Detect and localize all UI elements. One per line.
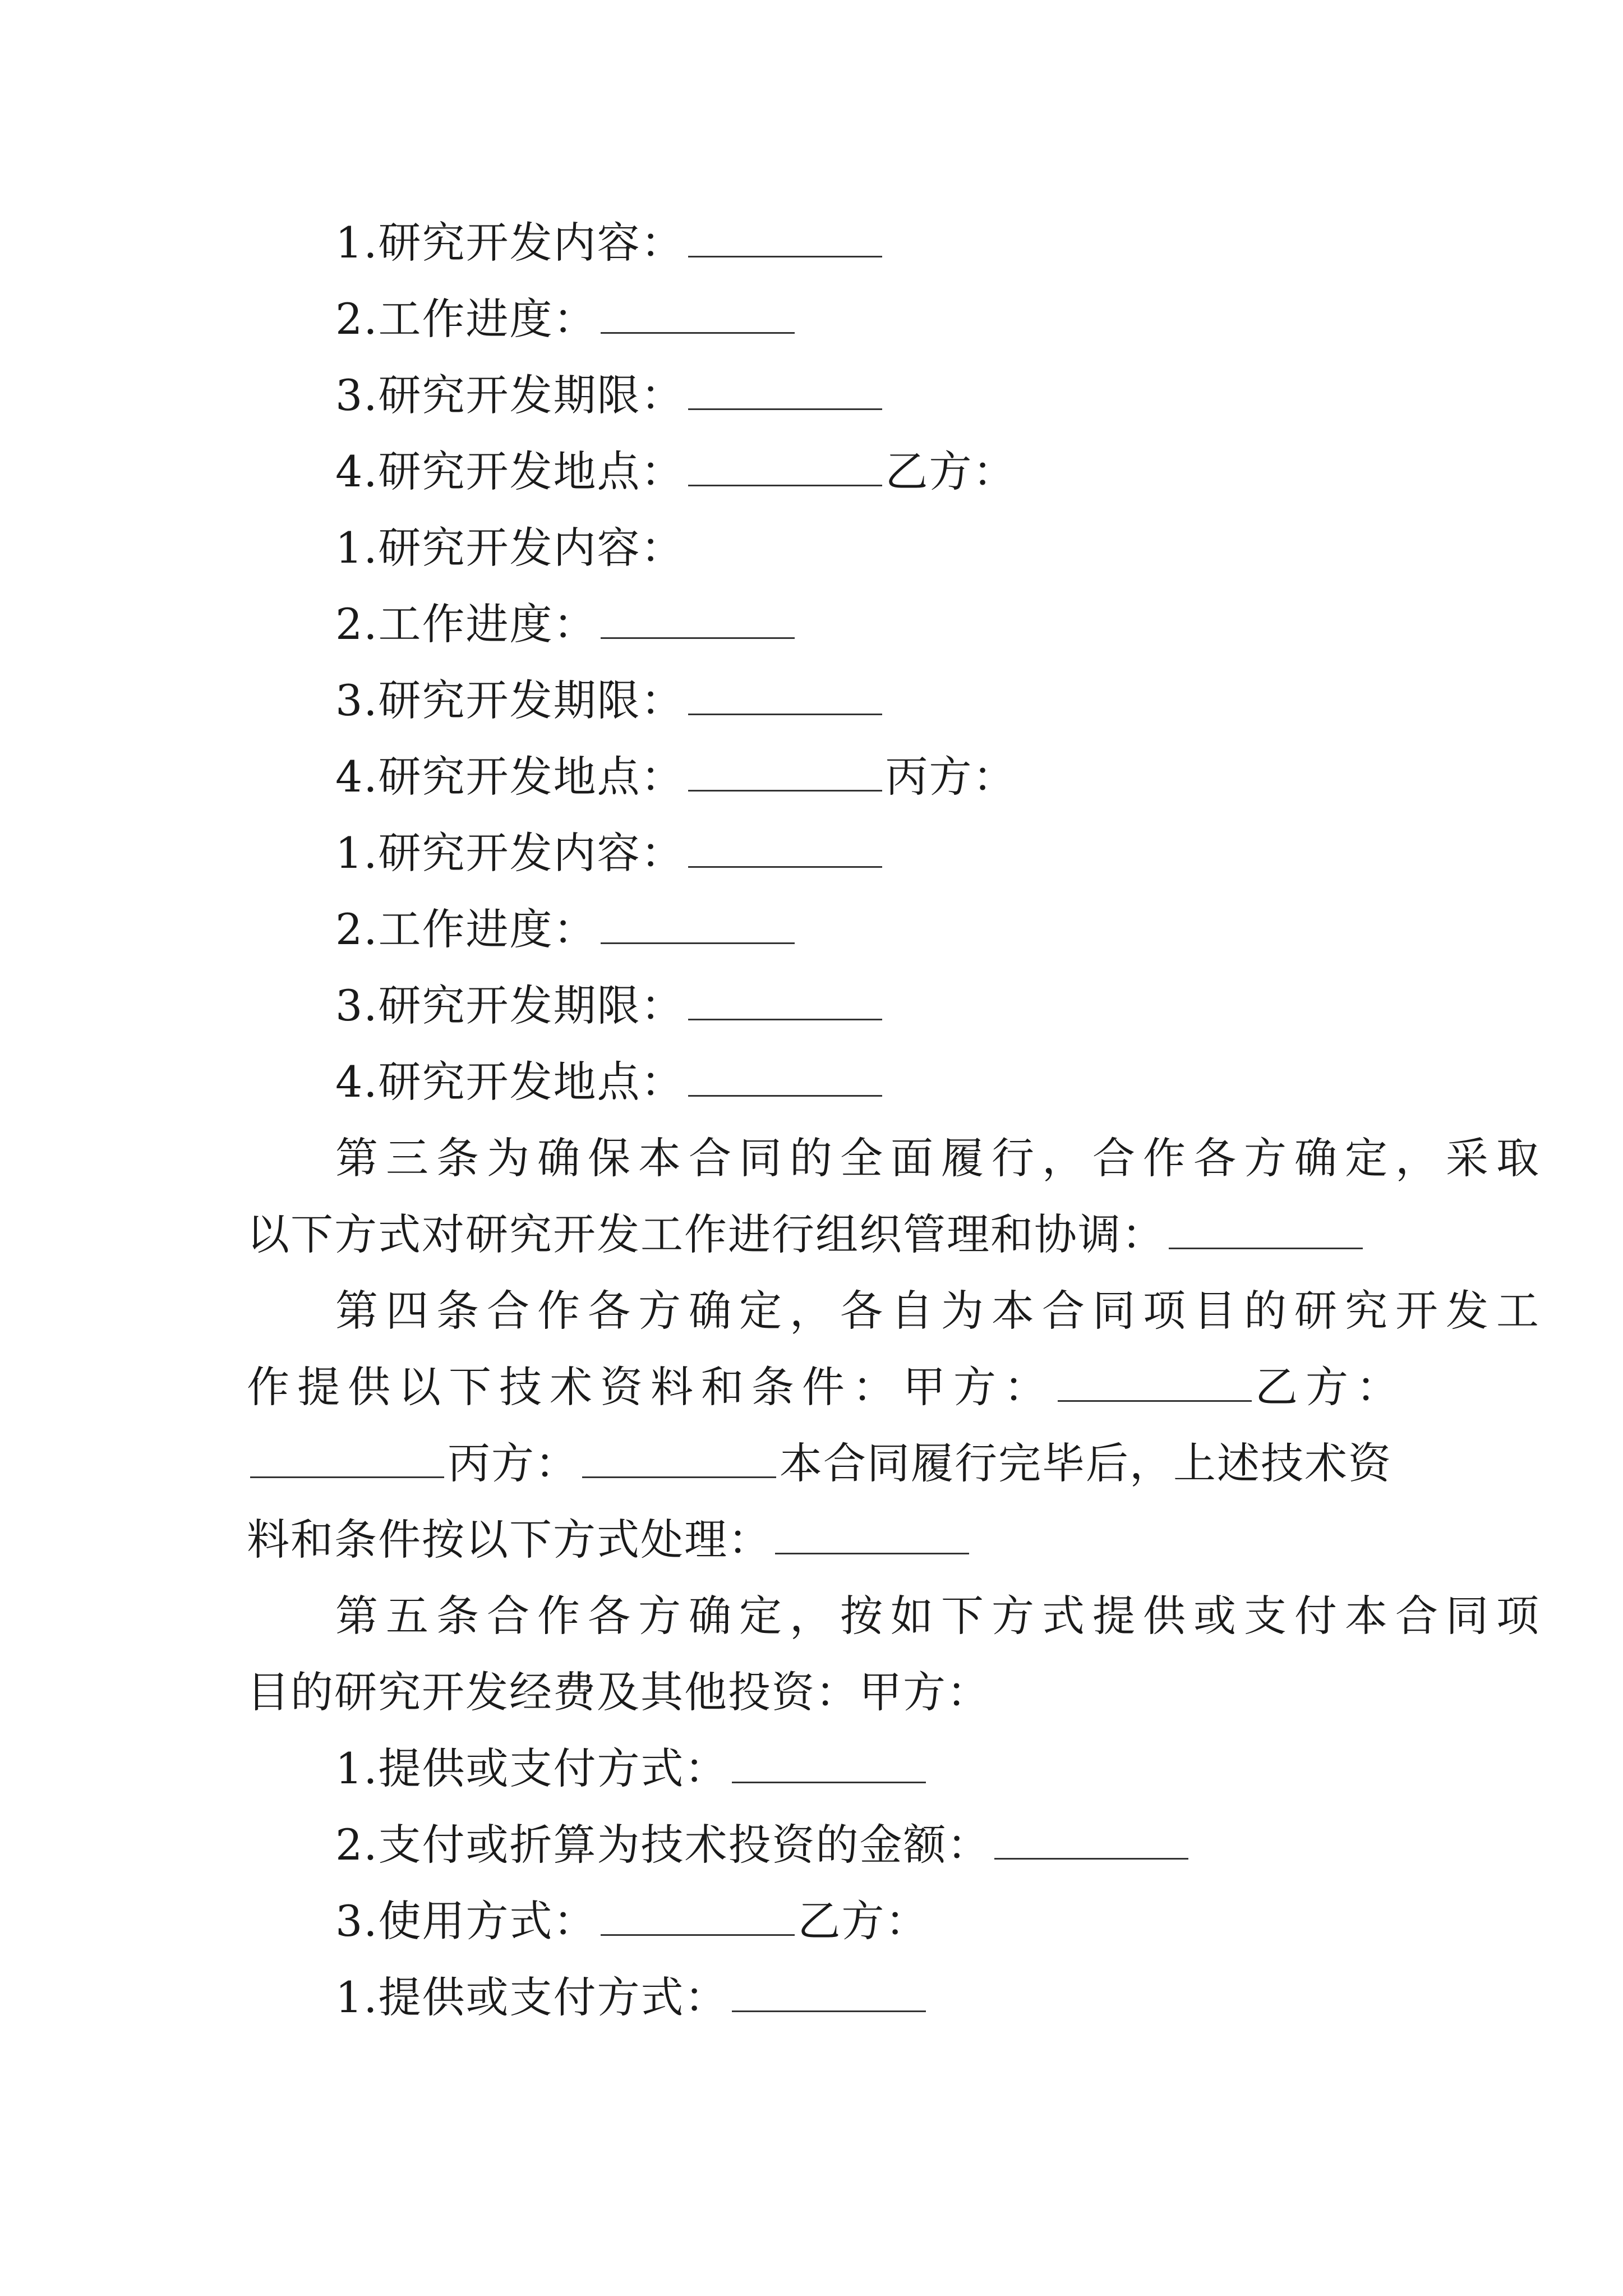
document-line (335, 365, 886, 426)
line-text: 2.工作进度： (335, 904, 597, 954)
document-line (335, 670, 886, 731)
line-text: 以下方式对研究开发工作进行组织管理和协调： (247, 1209, 1165, 1259)
line-text: 丙方： (448, 1438, 579, 1488)
line-text: 3.研究开发期限： (335, 675, 685, 725)
fill-in-blank (775, 1513, 969, 1554)
line-text: 料和条件按以下方式处理： (247, 1515, 772, 1565)
fill-in-blank (688, 751, 882, 792)
fill-in-blank (601, 1895, 795, 1936)
line-text: 4.研究开发地点： (335, 447, 685, 496)
line-text: 4.研究开发地点： (335, 1057, 685, 1107)
document-line (335, 212, 886, 274)
line-text: 1.提供或支付方式： (335, 1972, 728, 2022)
document-line (335, 1585, 1547, 1647)
document-line (335, 1280, 1547, 1342)
line-text: 乙方： (885, 447, 1017, 496)
document-line (335, 975, 886, 1037)
document-line (335, 822, 886, 884)
fill-in-blank (732, 1971, 926, 2012)
line-text: 4.研究开发地点： (335, 752, 685, 802)
line-text: 作提供以下技术资料和条件：甲方： (247, 1362, 1054, 1412)
line-text: 乙方： (797, 1896, 929, 1946)
line-text: 3.研究开发期限： (335, 981, 685, 1030)
line-text: 本合同履行完毕后，上述技术资 (780, 1438, 1392, 1488)
document-line (335, 1814, 1192, 1876)
line-text: 第四条合作各方确定，各自为本合同项目的研究开发工 (335, 1286, 1547, 1336)
fill-in-blank (688, 674, 882, 715)
line-text: 乙方： (1255, 1362, 1407, 1412)
document-line (335, 1738, 929, 1800)
document-line (335, 517, 685, 579)
fill-in-blank (582, 1437, 776, 1478)
document-line (247, 1509, 972, 1571)
line-text: 3.研究开发期限： (335, 370, 685, 420)
fill-in-blank (732, 1742, 926, 1783)
fill-in-blank (1058, 1361, 1252, 1402)
fill-in-blank (688, 827, 882, 868)
document-line (335, 593, 798, 655)
line-text: 1.研究开发内容： (335, 218, 685, 268)
fill-in-blank (601, 903, 795, 944)
fill-in-blank (688, 1056, 882, 1097)
line-text: 第三条为确保本合同的全面履行，合作各方确定，采取 (335, 1133, 1547, 1183)
fill-in-blank (688, 217, 882, 257)
line-text: 丙方： (885, 752, 1017, 802)
document-line (335, 746, 1017, 808)
fill-in-blank (688, 445, 882, 486)
fill-in-blank (601, 293, 795, 334)
line-text: 3.使用方式： (335, 1896, 597, 1946)
document-line (247, 1204, 1366, 1266)
document-line (335, 1890, 929, 1952)
document-line (335, 288, 798, 350)
line-text: 2.工作进度： (335, 599, 597, 649)
fill-in-blank (688, 369, 882, 410)
line-text: 1.提供或支付方式： (335, 1743, 728, 1793)
fill-in-blank (1169, 1208, 1363, 1249)
line-text: 目的研究开发经费及其他投资：甲方： (247, 1667, 990, 1717)
document-line (247, 1433, 1392, 1494)
line-text: 1.研究开发内容： (335, 828, 685, 878)
document-line (335, 1967, 929, 2028)
document-line (247, 1662, 990, 1723)
line-text: 2.工作进度： (335, 294, 597, 344)
fill-in-blank (994, 1819, 1188, 1860)
fill-in-blank (601, 598, 795, 639)
document-line (335, 1128, 1547, 1189)
line-text: 1.研究开发内容： (335, 523, 685, 573)
line-text: 2.支付或折算为技术投资的金额： (335, 1820, 991, 1870)
fill-in-blank (250, 1437, 444, 1478)
document-line (335, 1051, 886, 1113)
fill-in-blank (688, 979, 882, 1020)
document-line (335, 441, 1017, 503)
line-text: 第五条合作各方确定，按如下方式提供或支付本合同项 (335, 1591, 1547, 1641)
document-line (247, 1356, 1407, 1418)
document-line (335, 899, 798, 960)
